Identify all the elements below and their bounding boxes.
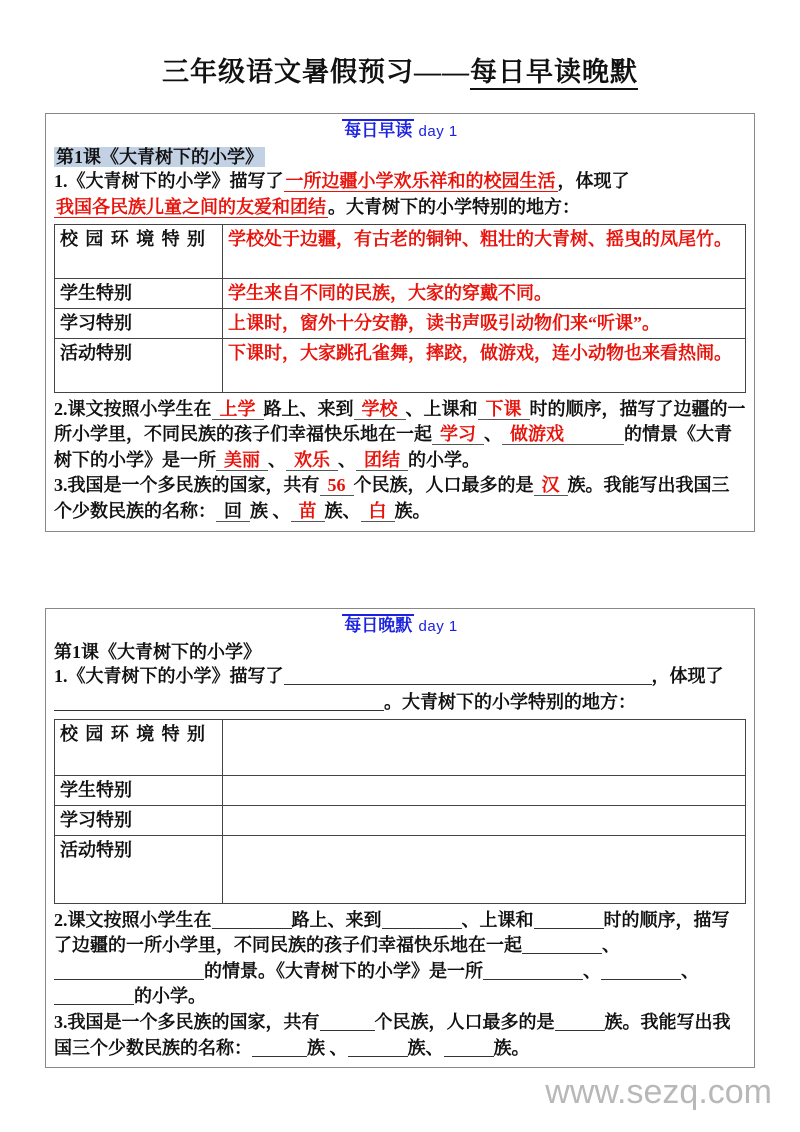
feature-label: 活动特别 <box>60 839 132 860</box>
evening-question-2 <box>46 908 754 1010</box>
eq2-blank-3[interactable] <box>534 928 604 929</box>
q3-text-2: 个民族，人口最多的是 <box>353 475 534 496</box>
table-row <box>55 308 746 338</box>
table-row <box>55 338 746 392</box>
eq2-blank-1[interactable] <box>212 928 292 929</box>
eq2-text-1: 2.课文按照小学生在 <box>54 909 212 930</box>
morning-lesson-title <box>46 145 754 169</box>
table-row <box>55 279 746 309</box>
q2-answer-7: 欢乐 <box>286 450 338 471</box>
eq3-blank-1[interactable] <box>320 1030 375 1031</box>
morning-header-day: day 1 <box>418 123 458 140</box>
q1-answer-1: 一所边疆小学欢乐祥和的校园生活 <box>285 171 556 192</box>
table-row <box>55 225 746 279</box>
eq1-mid: ，体现了 <box>651 666 724 687</box>
feature-value-cell: 上课时，窗外十分安静，读书声吸引动物们来“听课”。 <box>223 308 746 338</box>
q2-answer-5: 做游戏 <box>502 424 624 445</box>
q1-answer-2: 我国各民族儿童之间的友爱和团结 <box>56 196 326 217</box>
eq3-blank-5[interactable] <box>444 1056 494 1057</box>
evening-header-day: day 1 <box>418 618 458 635</box>
eq1-blank-2[interactable] <box>54 710 384 711</box>
eq3-blank-2[interactable] <box>555 1030 605 1031</box>
feature-label-cell <box>55 776 223 806</box>
feature-value-cell: 下课时，大家跳孔雀舞，摔跤，做游戏，连小动物也来看热闹。 <box>223 338 746 392</box>
feature-label-cell <box>55 805 223 835</box>
eq2-blank-8[interactable] <box>54 1004 134 1005</box>
site-watermark: www.sezq.com <box>545 1073 772 1111</box>
eq2-text-3: 、上课和 <box>461 909 534 930</box>
table-row <box>55 805 746 835</box>
eq2-text-8: 、 <box>681 960 699 981</box>
eq3-text-3: 族。我能写出我国三个少数民族的名称： <box>54 1011 731 1058</box>
eq3-text-2: 个民族，人口最多的是 <box>374 1011 555 1032</box>
feature-value-cell: 学校处于边疆，有古老的铜钟、粗壮的大青树、摇曳的凤尾竹。 <box>223 225 746 279</box>
feature-value-cell[interactable] <box>223 835 746 903</box>
table-row <box>55 835 746 903</box>
morning-question-3 <box>46 473 754 524</box>
feature-value-cell[interactable] <box>223 720 746 776</box>
morning-reading-section <box>45 113 755 532</box>
q1-prefix: 1.《大青树下的小学》描写了 <box>54 171 284 192</box>
page-title-plain: 三年级语文暑假预习—— <box>162 57 470 87</box>
q2-answer-8: 团结 <box>356 450 408 471</box>
morning-lesson-title-text: 第1课《大青树下的小学》 <box>56 146 263 167</box>
q2-answer-6: 美丽 <box>216 450 268 471</box>
eq2-blank-2[interactable] <box>382 928 462 929</box>
q3-answer-1: 56 <box>320 475 354 496</box>
q3-text-4: 族 、 <box>250 500 291 521</box>
evening-lesson-title <box>46 640 754 664</box>
feature-value-cell: 学生来自不同的民族，大家的穿戴不同。 <box>223 279 746 309</box>
q2-text-1: 2.课文按照小学生在 <box>54 398 212 419</box>
eq1-prefix: 1.《大青树下的小学》描写了 <box>54 666 284 687</box>
feature-label: 校园环境特别 <box>60 724 205 745</box>
eq3-text-1: 3.我国是一个多民族的国家，共有 <box>54 1011 320 1032</box>
eq2-blank-4[interactable] <box>522 953 602 954</box>
q2-text-5: 、 <box>484 424 502 445</box>
table-row <box>55 776 746 806</box>
q3-text-6: 族。 <box>394 500 431 521</box>
feature-value-cell[interactable] <box>223 776 746 806</box>
evening-lesson-title-text: 第1课《大青树下的小学》 <box>54 641 261 662</box>
q2-text-8: 、 <box>338 449 356 470</box>
page-title-underlined: 每日早读晚默 <box>470 57 638 90</box>
eq2-text-6: 的情景。《大青树下的小学》是一所 <box>204 960 483 981</box>
feature-value-cell[interactable] <box>223 805 746 835</box>
q2-text-3: 、上课和 <box>405 398 478 419</box>
morning-question-1 <box>46 169 754 220</box>
eq2-text-9: 的小学。 <box>134 986 206 1007</box>
q3-answer-5: 白 <box>361 501 395 522</box>
q2-text-7: 、 <box>268 449 286 470</box>
q2-text-9: 的小学。 <box>408 449 480 470</box>
eq2-text-7: 、 <box>583 960 601 981</box>
q2-text-4: 时的顺序，描写了边疆的一所小学里，不同民族的孩子们幸福快乐地在一起 <box>54 398 746 445</box>
eq2-blank-5[interactable] <box>54 979 204 980</box>
eq3-text-4: 族 、 <box>307 1037 348 1058</box>
evening-header-title: 每日晚默 <box>344 616 413 635</box>
q3-answer-3: 回 <box>216 501 250 522</box>
q2-answer-4: 学习 <box>432 424 484 445</box>
evening-dictation-section <box>45 608 755 1068</box>
eq2-blank-6[interactable] <box>483 979 583 980</box>
feature-label-cell <box>55 279 223 309</box>
table-row <box>55 720 746 776</box>
q3-text-1: 3.我国是一个多民族的国家，共有 <box>54 475 320 496</box>
q3-answer-2: 汉 <box>534 475 568 496</box>
eq2-text-5: 、 <box>602 935 620 956</box>
feature-label: 学生特别 <box>60 780 132 801</box>
eq3-blank-4[interactable] <box>348 1056 408 1057</box>
evening-features-table <box>54 719 746 904</box>
feature-label-cell <box>55 225 223 279</box>
q1-suffix: 。大青树下的小学特别的地方： <box>328 196 580 217</box>
feature-label: 学生特别 <box>60 283 132 304</box>
q2-answer-1: 上学 <box>212 399 264 420</box>
feature-label-cell <box>55 308 223 338</box>
morning-header-title: 每日早读 <box>344 121 413 140</box>
page-title <box>0 0 800 99</box>
morning-features-table <box>54 224 746 393</box>
evening-question-1 <box>46 664 754 715</box>
q2-text-6: 的情景《大青树下的小学》是一所 <box>54 424 732 470</box>
morning-question-2 <box>46 397 754 474</box>
eq3-text-5: 族、 <box>407 1037 444 1058</box>
evening-section-header <box>46 615 754 637</box>
q2-answer-3: 下课 <box>478 399 530 420</box>
eq3-blank-3[interactable] <box>252 1056 307 1057</box>
feature-label: 学习特别 <box>60 809 132 830</box>
feature-label-cell <box>55 338 223 392</box>
feature-label: 活动特别 <box>60 342 132 363</box>
q3-text-3: 族。我能写出我国三个少数民族的名称： <box>54 475 730 521</box>
q2-answer-2: 学校 <box>354 399 406 420</box>
feature-label-cell <box>55 720 223 776</box>
q3-text-5: 族、 <box>324 500 361 521</box>
eq1-blank-1[interactable] <box>284 684 652 685</box>
eq2-blank-7[interactable] <box>601 979 681 980</box>
eq2-text-2: 路上、来到 <box>291 909 382 930</box>
morning-section-header <box>46 120 754 142</box>
feature-label: 学习特别 <box>60 312 132 333</box>
evening-question-3 <box>46 1010 754 1061</box>
eq1-suffix: 。大青树下的小学特别的地方： <box>384 691 636 712</box>
q2-text-2: 路上、来到 <box>263 398 354 419</box>
eq2-text-4: 时的顺序，描写了边疆的一所小学里，不同民族的孩子们幸福快乐地在一起 <box>54 909 730 956</box>
feature-label: 校园环境特别 <box>60 229 205 250</box>
q3-answer-4: 苗 <box>291 501 325 522</box>
q1-mid: ，体现了 <box>557 171 630 192</box>
feature-label-cell <box>55 835 223 903</box>
eq3-text-6: 族。 <box>493 1037 530 1058</box>
